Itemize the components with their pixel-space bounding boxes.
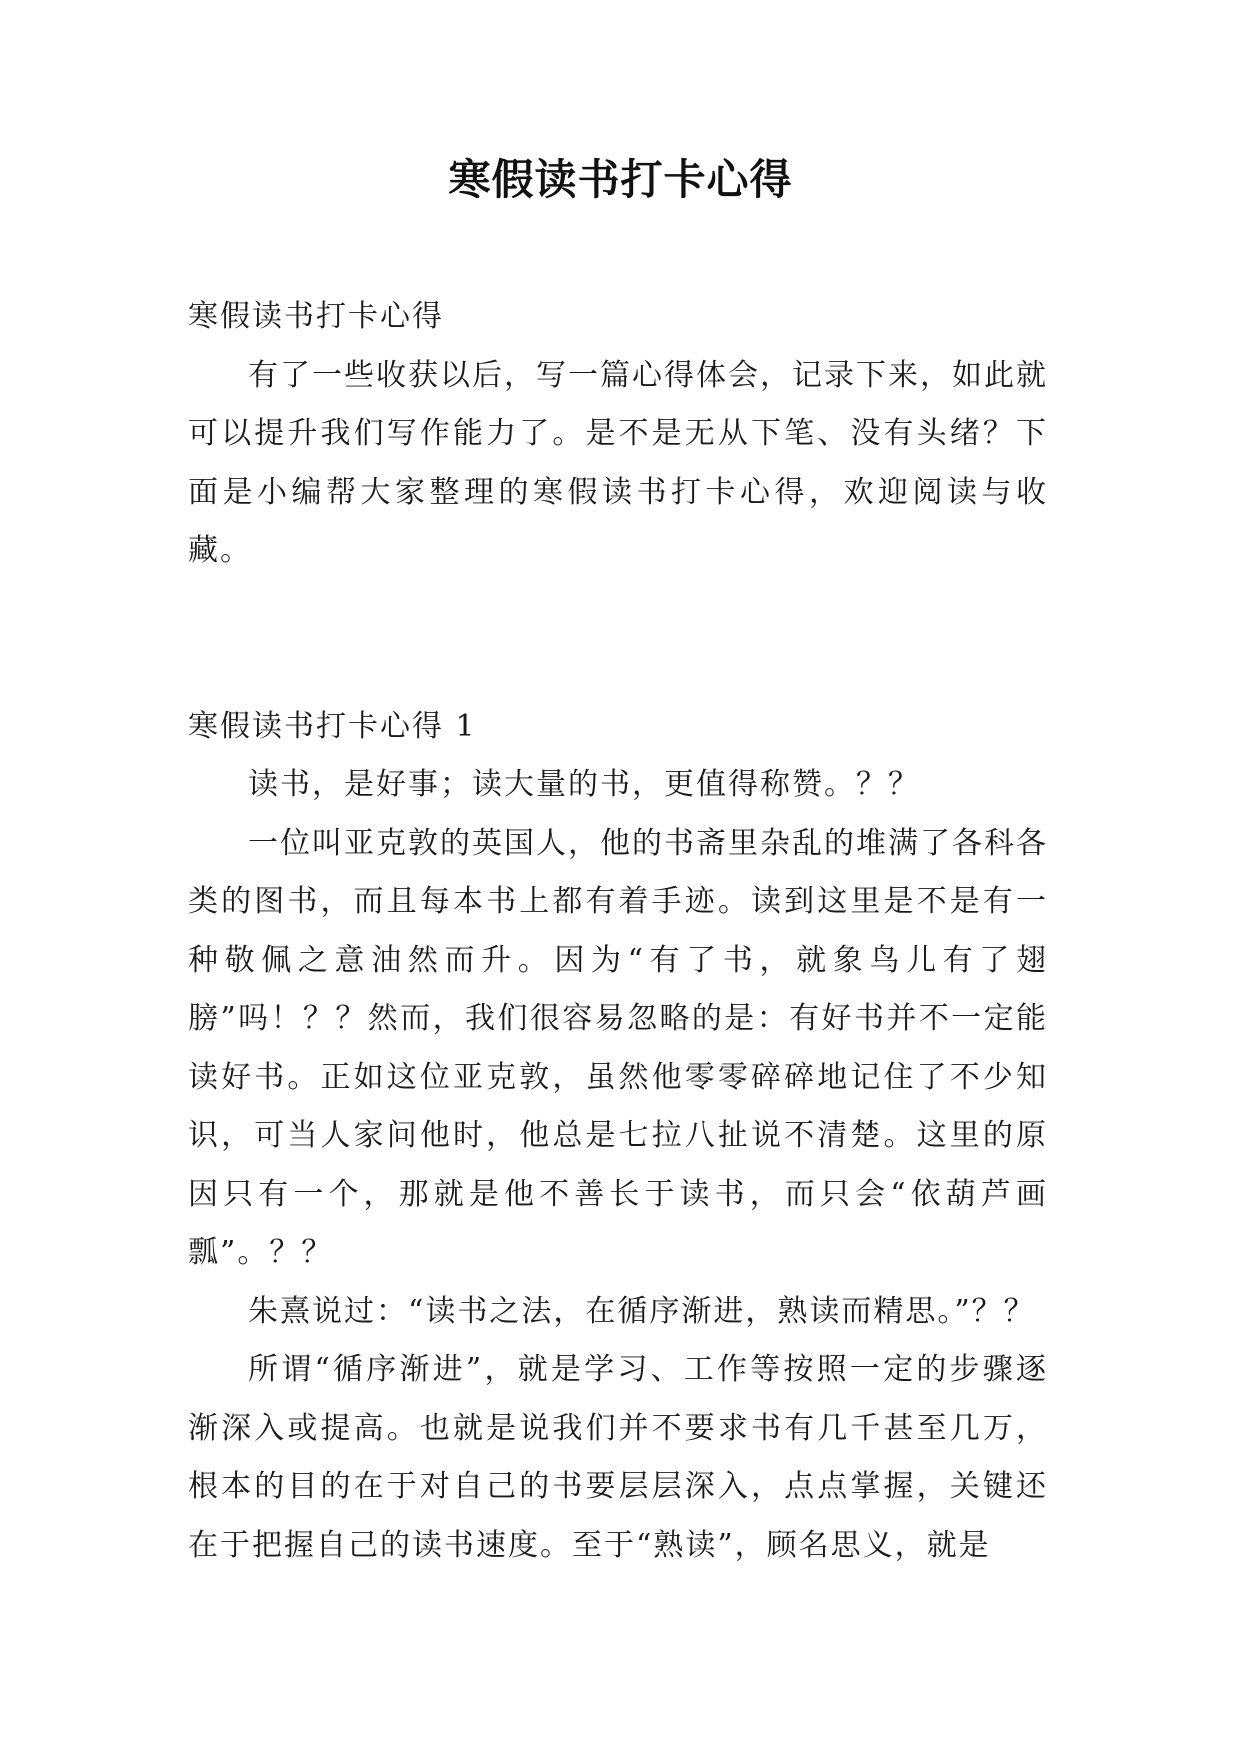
document-title: 寒假读书打卡心得 (448, 155, 793, 204)
document-body (188, 288, 1048, 1575)
body-paragraph: 读书，是好事；读大量的书，更值得称赞。？？ (248, 767, 920, 802)
section-gap (188, 581, 1048, 698)
body-paragraph: 所谓“循序渐进”，就是学习、工作等按照一定的步骤逐渐深入或提高。也就是说我们并不要求书有几千甚至几万，根本的目的在于对自己的书要层层深入，点点掌握，关键还在于把握自己的读书速度。至于“熟读”，顾名思义，就是 (188, 1352, 1048, 1563)
body-paragraph: 一位叫亚克敦的英国人，他的书斋里杂乱的堆满了各科各类的图书，而且每本书上都有着手迹。读到这里是不是有一种敬佩之意油然而升。因为“有了书，就象鸟儿有了翅膀”吗！？？然而，我们很容易忽略的是：有好书并不一定能读好书。正如这位亚克敦，虽然他零零碎碎地记住了不少知识，可当人家问他时，他总是七拉八扯说不清楚。这里的原因只有一个，那就是他不善长于读书，而只会“依葫芦画瓢”。？？ (188, 825, 1048, 1270)
body-paragraph: 朱熹说过：“读书之法，在循序渐进，熟读而精思。”？？ (248, 1293, 1036, 1329)
intro-paragraph: 有了一些收获以后，写一篇心得体会，记录下来，如此就可以提升我们写作能力了。是不是无从下笔、没有头绪？下面是小编帮大家整理的寒假读书打卡心得，欢迎阅读与收藏。 (188, 357, 1048, 568)
subtitle: 寒假读书打卡心得 (188, 299, 444, 334)
section-heading: 寒假读书打卡心得 1 (188, 708, 477, 744)
